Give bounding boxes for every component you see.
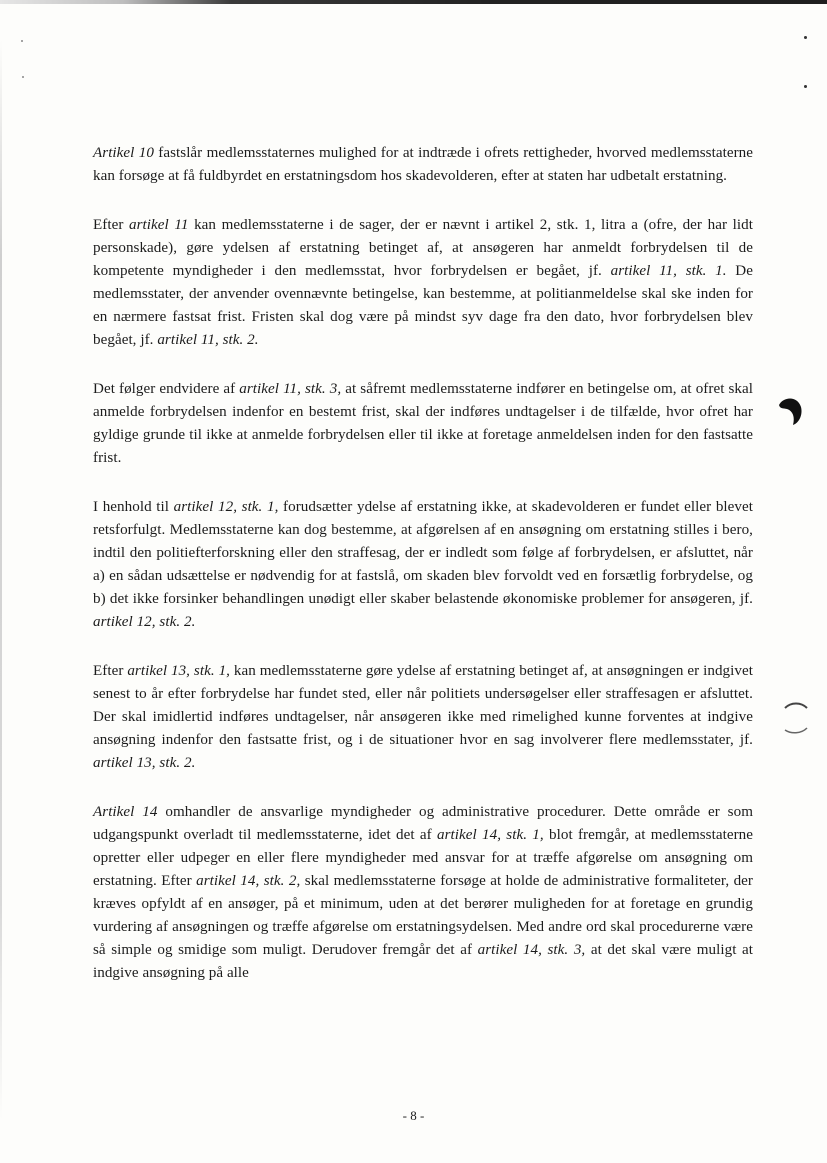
scan-left-edge [0, 40, 2, 1120]
paragraph-text: at såfremt medlemsstaterne indfører en betingelse om, at ofret skal anmelde forbrydelsen indenfor en bestemt frist, skal der indføres undtagelser i de tilfælde, hvor ofret har gyldige grunde til ikke at anmelde forbrydelsen eller til ikke at foretage anmeldelsen inden for den fastsatte frist. [93, 381, 753, 466]
paragraph-text: forudsætter ydelse af erstatning ikke, at skadevolderen er fundet eller blevet retsforfulgt. Medlemsstaterne kan dog bestemme, at afgørelsen af en ansøgning om erstatning stilles i bero, indtil den politiefterforskning eller den straffesag, der er indledt som følge af forbrydelsen, er afsluttet, når a) en sådan udsættelse er nødvendig for at fastslå, om skaden blev forvoldt ved en forsætlig forbrydelse, og b) det ikke forsinker behandlingen unødigt eller skaber belastende økonomiske problemer for ansøgeren, jf. [93, 499, 753, 607]
article-reference: artikel 11, stk. 2. [157, 332, 259, 348]
body-paragraph [93, 801, 753, 985]
body-paragraph [93, 142, 753, 188]
paragraph-text: skal medlemsstaterne forsøge at holde de administrative formaliteter, der kræves opfyldt af en ansøger, på et minimum, uden at det berører muligheden for at foretage en grundig vurdering af ansøgningen og træffe afgørelse om erstatningsydelsen. Med andre ord skal procedurerne være så simple og smidige som muligt. Derudover fremgår det af [93, 873, 753, 958]
body-paragraph [93, 214, 753, 352]
article-reference: artikel 13, stk. 2. [93, 755, 196, 771]
paragraph-text: at det skal være muligt at indgive ansøgning på alle [93, 942, 753, 981]
article-reference: artikel 12, stk. 1, [173, 499, 279, 515]
scan-speck [804, 36, 807, 39]
article-reference: artikel 14, stk. 3, [477, 942, 586, 958]
paragraph-text: De medlemsstater, der anvender ovennævnte betingelse, kan bestemme, at politianmeldelse skal ske inden for en nærmere fastsat frist. Fristen skal dog være på mindst syv dage fra den dato, hvor forbrydelsen blev begået, jf. [93, 263, 754, 348]
page-number: - 8 - [402, 1108, 425, 1123]
article-reference: artikel 11, stk. 3, [239, 381, 342, 397]
paragraph-text: I henhold til [93, 499, 174, 515]
punch-hole-mark [783, 700, 809, 736]
scan-speck [22, 76, 24, 78]
body-paragraph [93, 660, 753, 775]
punch-hole-mark [777, 395, 803, 425]
article-reference: artikel 13, stk. 1, [127, 663, 230, 679]
paragraph-text: kan medlemsstaterne i de sager, der er nævnt i artikel 2, stk. 1, litra a (ofre, der har lidt personskade), gøre ydelsen af erstatning betinget af, at ansøgeren har anmeldt forbrydelsen til de kompetente myndigheder i den medlemsstat, hvor forbrydelsen er begået, jf. [93, 217, 753, 279]
body-paragraph [93, 378, 753, 470]
paragraph-text: kan medlemsstaterne gøre ydelse af erstatning betinget af, at ansøgningen er indgivet senest to år efter forbrydelse har fundet sted, eller når politiets undersøgelser eller straffesagen er afsluttet. Der skal imidlertid indføres undtagelser, når ansøgeren ikke med rimelighed kunne forventes at indgive ansøgning indenfor den fastsatte frist, og i de situationer hvor en sag involverer flere medlemsstater, jf. [93, 663, 753, 748]
article-reference: artikel 14, stk. 1, [437, 827, 544, 843]
body-paragraph [93, 496, 753, 634]
paragraph-text: blot fremgår, at medlemsstaterne opretter eller udpeger en eller flere myndigheder med ansvar for at træffe afgørelse om ansøgning om erstatning. Efter [93, 827, 753, 889]
article-reference: artikel 14, stk. 2, [196, 873, 301, 889]
article-reference: Artikel 14 [93, 804, 158, 820]
paragraph-text: omhandler de ansvarlige myndigheder og administrative procedurer. Dette område er som udgangspunkt overladt til medlemsstaterne, idet det af [93, 804, 753, 843]
article-reference: artikel 12, stk. 2. [93, 614, 196, 630]
paragraph-text: fastslår medlemsstaternes mulighed for at indtræde i ofrets rettigheder, hvorved medlemsstaterne kan forsøge at få fuldbyrdet en erstatningsdom hos skadevolderen, efter at staten har udbetalt erstatning. [93, 145, 753, 184]
scan-top-edge [0, 0, 827, 4]
paragraph-text: Det følger endvidere af [93, 381, 240, 397]
paragraph-text: Efter [93, 663, 128, 679]
document-body [93, 142, 753, 1011]
article-reference: Artikel 10 [93, 145, 154, 161]
article-reference: artikel 11 [129, 217, 189, 233]
scan-speck [21, 40, 23, 42]
scan-speck [804, 85, 807, 88]
article-reference: artikel 11, stk. 1. [610, 263, 727, 279]
paragraph-text: Efter [93, 217, 130, 233]
